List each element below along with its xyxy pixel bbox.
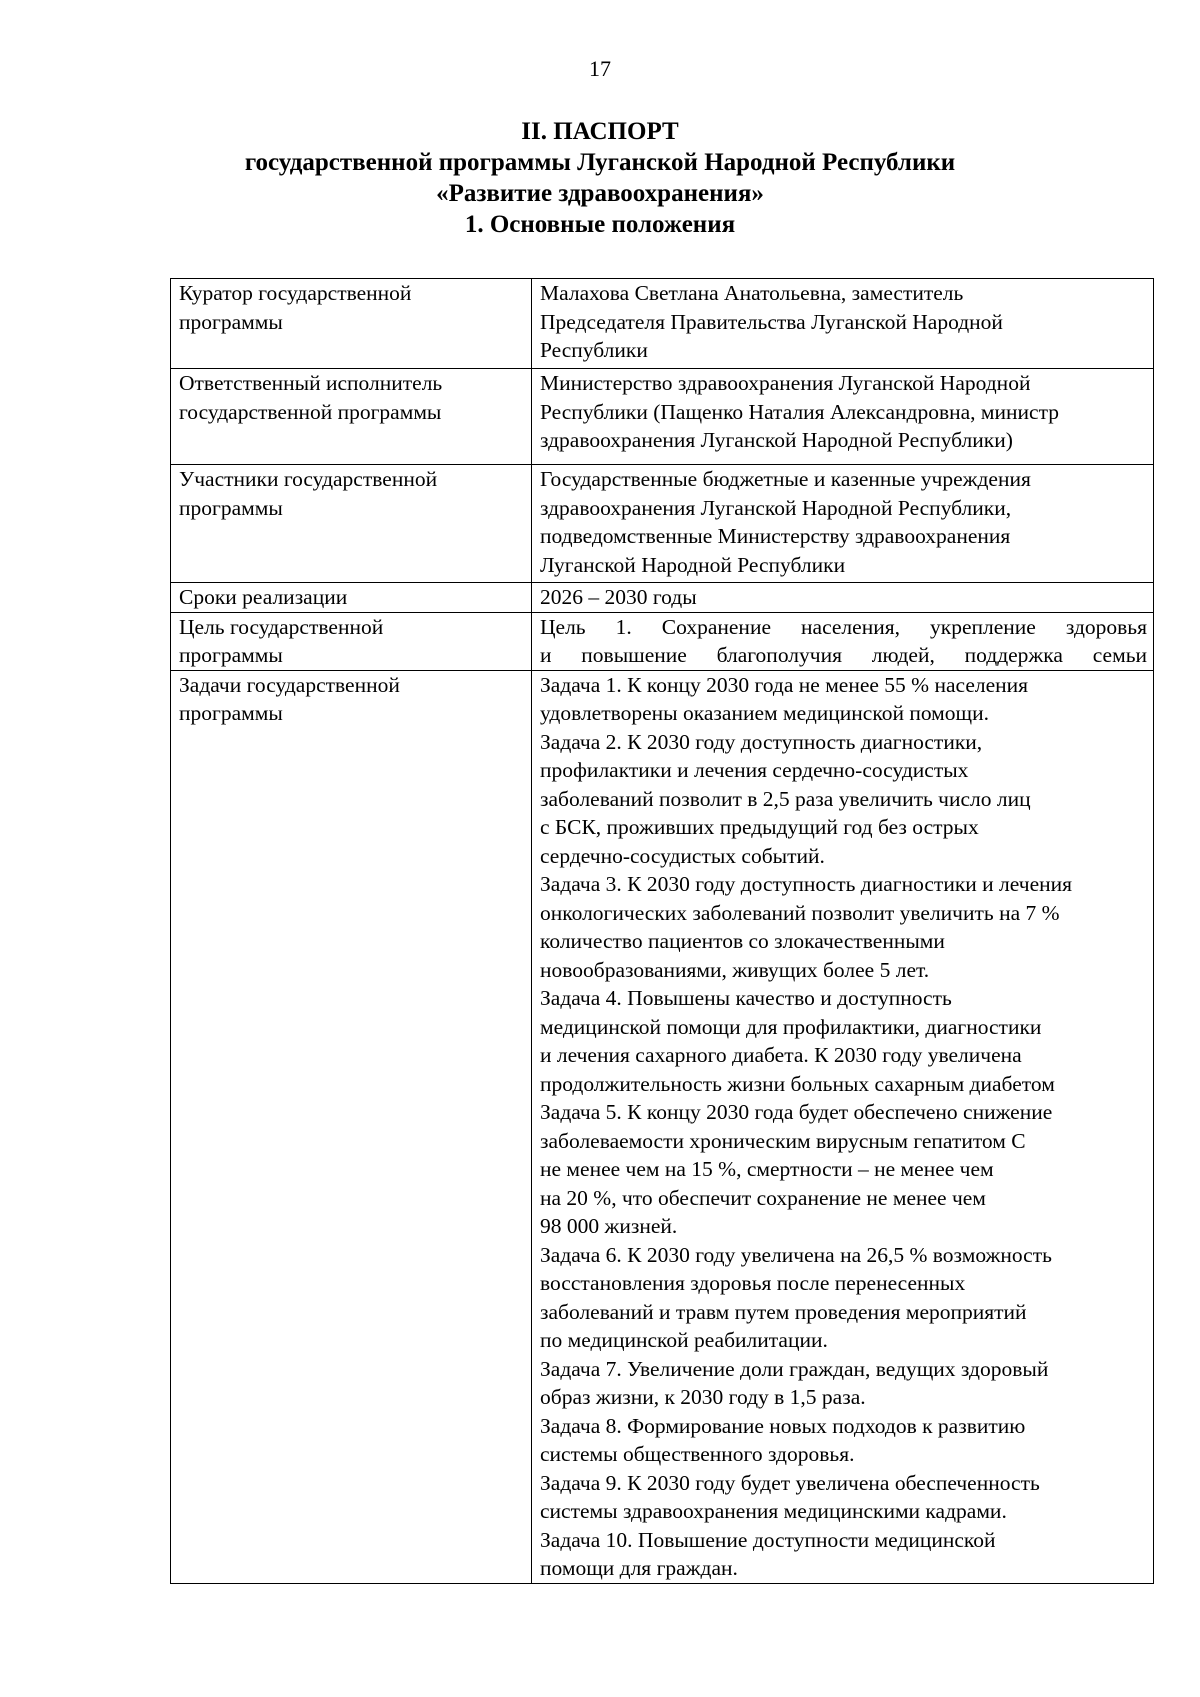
cell-text-line: Луганской Народной Республики	[540, 552, 846, 577]
cell-text-line: и повышение благополучия людей, поддержка семьи	[540, 643, 1147, 667]
task-line: и лечения сахарного диабета. К 2030 году увеличена	[540, 1043, 1022, 1067]
document-heading	[0, 116, 1200, 240]
cell-text-line: подведомственные Министерству здравоохранения	[540, 524, 1011, 548]
task-line: Задача 7. Увеличение доли граждан, ведущих здоровый	[540, 1356, 1049, 1381]
cell-text-line: Цель 1. Сохранение населения, укрепление здоровья	[540, 614, 1147, 639]
task-line: помощи для граждан.	[540, 1556, 738, 1580]
task-line: профилактики и лечения сердечно-сосудистых	[540, 758, 969, 782]
task-line: заболеваемости хроническим вирусным гепатитом С	[540, 1128, 1026, 1153]
cell-text-line: Ответственный исполнитель	[179, 371, 443, 395]
task-line: по медицинской реабилитации.	[540, 1328, 828, 1352]
cell-text-line: Задачи государственной	[179, 672, 400, 697]
task-line: Задача 9. К 2030 году будет увеличена обеспеченность	[540, 1470, 1040, 1495]
task-line: Задача 1. К концу 2030 года не менее 55 % населения	[540, 672, 1029, 697]
task-line: новообразованиями, живущих более 5 лет.	[540, 957, 930, 982]
cell-text-line: Куратор государственной	[179, 281, 412, 305]
value-curator	[532, 279, 1154, 369]
task-line: образ жизни, к 2030 году в 1,5 раза.	[540, 1385, 866, 1409]
label-timeframe	[171, 583, 532, 613]
cell-text-line: Участники государственной	[179, 467, 438, 491]
cell-text-line: здравоохранения Луганской Народной Республики)	[540, 428, 1013, 452]
task-line: системы здравоохранения медицинскими кадрами.	[540, 1499, 1007, 1523]
cell-text-line: Председателя Правительства Луганской Народной	[540, 309, 1003, 334]
value-participants	[532, 465, 1154, 583]
heading-subsection-title: 1. Основные положения	[464, 211, 736, 238]
table-row-tasks	[171, 670, 1154, 1583]
cell-text-line: Цель государственной	[179, 614, 384, 639]
passport-table	[170, 278, 1154, 1584]
task-line: заболеваний позволит в 2,5 раза увеличить число лиц	[540, 786, 1031, 811]
label-tasks	[171, 670, 532, 1583]
cell-text-line: программы	[179, 495, 283, 520]
task-line: продолжительность жизни больных сахарным диабетом	[540, 1071, 1055, 1096]
heading-section-title: II. ПАСПОРТ	[521, 118, 679, 145]
task-line: не менее чем на 15 %, смертности – не менее чем	[540, 1157, 994, 1181]
table-row-timeframe	[171, 583, 1154, 613]
task-line: восстановления здоровья после перенесенных	[540, 1271, 966, 1295]
cell-text-line: Республики (Пащенко Наталия Александровна, министр	[540, 399, 1059, 424]
cell-text-line: Министерство здравоохранения Луганской Народной	[540, 371, 1031, 395]
value-responsible-executor	[532, 369, 1154, 465]
task-line: медицинской помощи для профилактики, диагностики	[540, 1014, 1042, 1039]
cell-text-line: Малахова Светлана Анатольевна, заместитель	[540, 281, 964, 305]
task-line: на 20 %, что обеспечит сохранение не менее чем	[540, 1185, 986, 1210]
task-line: онкологических заболеваний позволит увеличить на 7 %	[540, 900, 1060, 925]
task-line: Задача 8. Формирование новых подходов к развитию	[540, 1413, 1026, 1438]
cell-text-line: программы	[179, 309, 283, 334]
task-line: Задача 4. Повышены качество и доступность	[540, 986, 952, 1010]
task-line: Задача 2. К 2030 году доступность диагностики,	[540, 729, 983, 754]
label-responsible-executor	[171, 369, 532, 465]
heading-program-name: «Развитие здравоохранения»	[436, 180, 764, 207]
value-goal	[532, 612, 1154, 670]
page-number: 17	[589, 56, 611, 81]
table-row-responsible-executor	[171, 369, 1154, 465]
cell-text-line: здравоохранения Луганской Народной Республики,	[540, 495, 1012, 520]
table-row-participants	[171, 465, 1154, 583]
task-line: сердечно-сосудистых событий.	[540, 843, 825, 868]
task-line: удовлетворены оказанием медицинской помощи.	[540, 701, 989, 725]
task-line: Задача 5. К концу 2030 года будет обеспечено снижение	[540, 1100, 1053, 1124]
label-goal	[171, 612, 532, 670]
cell-text-line: государственной программы	[179, 399, 442, 424]
label-participants	[171, 465, 532, 583]
task-line: количество пациентов со злокачественными	[540, 929, 945, 953]
task-line: Задача 3. К 2030 году доступность диагностики и лечения	[540, 872, 1073, 896]
task-line: системы общественного здоровья.	[540, 1442, 855, 1466]
task-line: заболеваний и травм путем проведения мероприятий	[540, 1299, 1027, 1324]
cell-text-line: программы	[179, 643, 283, 667]
table-row-curator	[171, 279, 1154, 369]
cell-text-line: программы	[179, 701, 283, 725]
value-timeframe	[532, 583, 1154, 613]
value-tasks	[532, 670, 1154, 1583]
cell-text-line: Республики	[540, 338, 648, 362]
task-line: 98 000 жизней.	[540, 1214, 678, 1238]
heading-program-subject: государственной программы Луганской Народной Республики	[244, 149, 956, 176]
cell-text-line: Государственные бюджетные и казенные учреждения	[540, 467, 1031, 491]
table-row-goal	[171, 612, 1154, 670]
task-line: Задача 6. К 2030 году увеличена на 26,5 % возможность	[540, 1242, 1052, 1267]
task-line: с БСК, проживших предыдущий год без острых	[540, 815, 979, 839]
cell-text-line: Сроки реализации	[179, 585, 348, 609]
task-line: Задача 10. Повышение доступности медицинской	[540, 1527, 996, 1552]
label-curator	[171, 279, 532, 369]
cell-text-line: 2026 – 2030 годы	[540, 585, 697, 609]
